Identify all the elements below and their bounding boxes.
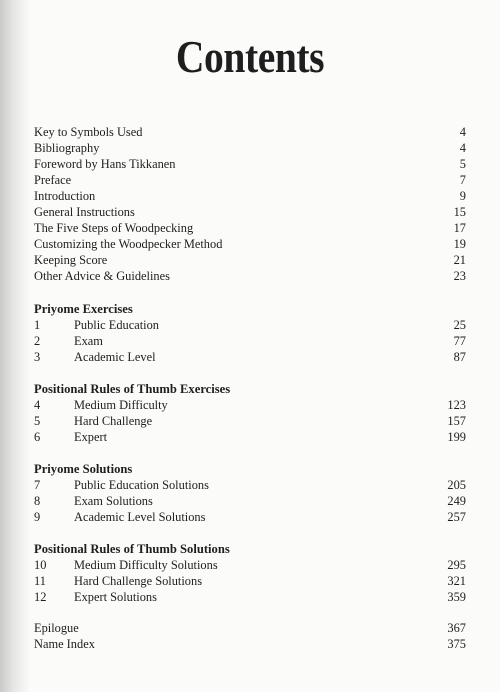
chapter-number: 11 — [34, 574, 46, 588]
chapter-title: Hard Challenge — [74, 414, 153, 428]
toc-entry-page: 9 — [459, 189, 466, 203]
chapter-title: Public Education — [74, 318, 159, 332]
toc-entry-label: General Instructions — [34, 205, 135, 219]
toc-entry-label: Introduction — [34, 189, 96, 203]
toc-entry-preface[interactable] — [34, 172, 466, 188]
chapter-number: 7 — [34, 478, 41, 492]
chapter-title: Public Education Solutions — [74, 478, 209, 492]
toc-entry-page: 205 — [447, 478, 466, 492]
toc-entry-page: 157 — [447, 414, 466, 428]
chapter-title: Medium Difficulty Solutions — [74, 558, 218, 572]
toc-chapter-entry[interactable] — [34, 317, 466, 333]
chapter-number: 6 — [34, 430, 41, 444]
toc-entry-five-steps[interactable] — [34, 220, 466, 236]
toc-entry-page: 21 — [453, 253, 466, 267]
toc-entry-label: Epilogue — [34, 621, 79, 635]
section-heading: Positional Rules of Thumb Exercises — [34, 382, 231, 396]
section-heading: Positional Rules of Thumb Solutions — [34, 542, 230, 556]
toc-entry-label: Other Advice & Guidelines — [34, 269, 170, 283]
toc-entry-page: 367 — [447, 621, 466, 635]
toc-entry-label: Preface — [34, 173, 72, 187]
toc-entry-page: 15 — [453, 205, 466, 219]
toc-entry-page: 5 — [459, 157, 466, 171]
toc-entry-label: Bibliography — [34, 141, 100, 155]
toc-entry-keeping-score[interactable] — [34, 252, 466, 268]
toc-chapter-entry[interactable] — [34, 349, 466, 365]
page-title: Contents — [175, 31, 325, 82]
chapter-title: Expert Solutions — [74, 590, 157, 604]
toc-chapter-entry[interactable] — [34, 573, 466, 589]
chapter-number: 1 — [34, 318, 41, 332]
toc-entry-page: 23 — [453, 269, 466, 283]
toc-entry-label: The Five Steps of Woodpecking — [34, 221, 194, 235]
toc-entry-page: 375 — [447, 637, 466, 651]
toc-entry-label: Customizing the Woodpecker Method — [34, 237, 223, 251]
toc-entry-page: 321 — [447, 574, 466, 588]
chapter-number: 9 — [34, 510, 41, 524]
chapter-number: 10 — [34, 558, 47, 572]
section-heading: Priyome Exercises — [34, 302, 133, 316]
toc-entry-page: 77 — [453, 334, 466, 348]
toc-entry-other-advice[interactable] — [34, 268, 466, 284]
toc-entry-page: 249 — [447, 494, 466, 508]
toc-entry-page: 4 — [459, 125, 466, 139]
toc-chapter-entry[interactable] — [34, 477, 466, 493]
chapter-title: Exam Solutions — [74, 494, 153, 508]
chapter-title: Hard Challenge Solutions — [74, 574, 203, 588]
toc-entry-page: 7 — [459, 173, 466, 187]
toc-chapter-entry[interactable] — [34, 589, 466, 605]
chapter-number: 4 — [34, 398, 41, 412]
chapter-number: 5 — [34, 414, 41, 428]
chapter-number: 8 — [34, 494, 41, 508]
toc-entry-customizing[interactable] — [34, 236, 466, 252]
toc-entry-page: 257 — [447, 510, 466, 524]
toc-entry-label: Name Index — [34, 637, 95, 651]
toc-entry-general-instructions[interactable] — [34, 204, 466, 220]
toc-chapter-entry[interactable] — [34, 557, 466, 573]
chapter-number: 12 — [34, 590, 47, 604]
toc-entry-epilogue[interactable] — [34, 620, 466, 636]
chapter-title: Academic Level — [74, 350, 156, 364]
toc-entry-foreword[interactable] — [34, 156, 466, 172]
toc-entry-page: 199 — [447, 430, 466, 444]
chapter-title: Expert — [74, 430, 108, 444]
toc-entry-label: Keeping Score — [34, 253, 108, 267]
section-heading: Priyome Solutions — [34, 462, 133, 476]
toc-entry-page: 4 — [459, 141, 466, 155]
toc-entry-page: 87 — [453, 350, 466, 364]
toc-chapter-entry[interactable] — [34, 429, 466, 445]
chapter-number: 2 — [34, 334, 41, 348]
toc-entry-page: 359 — [447, 590, 466, 604]
toc-entry-name-index[interactable] — [34, 636, 466, 652]
toc-chapter-entry[interactable] — [34, 397, 466, 413]
toc-chapter-entry[interactable] — [34, 509, 466, 525]
toc-entry-page: 17 — [453, 221, 466, 235]
toc-entry-label: Key to Symbols Used — [34, 125, 143, 139]
toc-entry-page: 25 — [453, 318, 466, 332]
toc-entry-page: 123 — [447, 398, 466, 412]
toc-entry-introduction[interactable] — [34, 188, 466, 204]
chapter-title: Academic Level Solutions — [74, 510, 206, 524]
chapter-title: Exam — [74, 334, 103, 348]
toc-entry-page: 295 — [447, 558, 466, 572]
toc-entry-label: Foreword by Hans Tikkanen — [34, 157, 176, 171]
toc-entry-page: 19 — [453, 237, 466, 251]
page-gutter-shadow — [0, 0, 30, 692]
toc-chapter-entry[interactable] — [34, 413, 466, 429]
toc-entry-key-to-symbols[interactable] — [34, 124, 466, 140]
chapter-number: 3 — [34, 350, 41, 364]
toc-chapter-entry[interactable] — [34, 333, 466, 349]
chapter-title: Medium Difficulty — [74, 398, 168, 412]
toc-entry-bibliography[interactable] — [34, 140, 466, 156]
toc-chapter-entry[interactable] — [34, 493, 466, 509]
